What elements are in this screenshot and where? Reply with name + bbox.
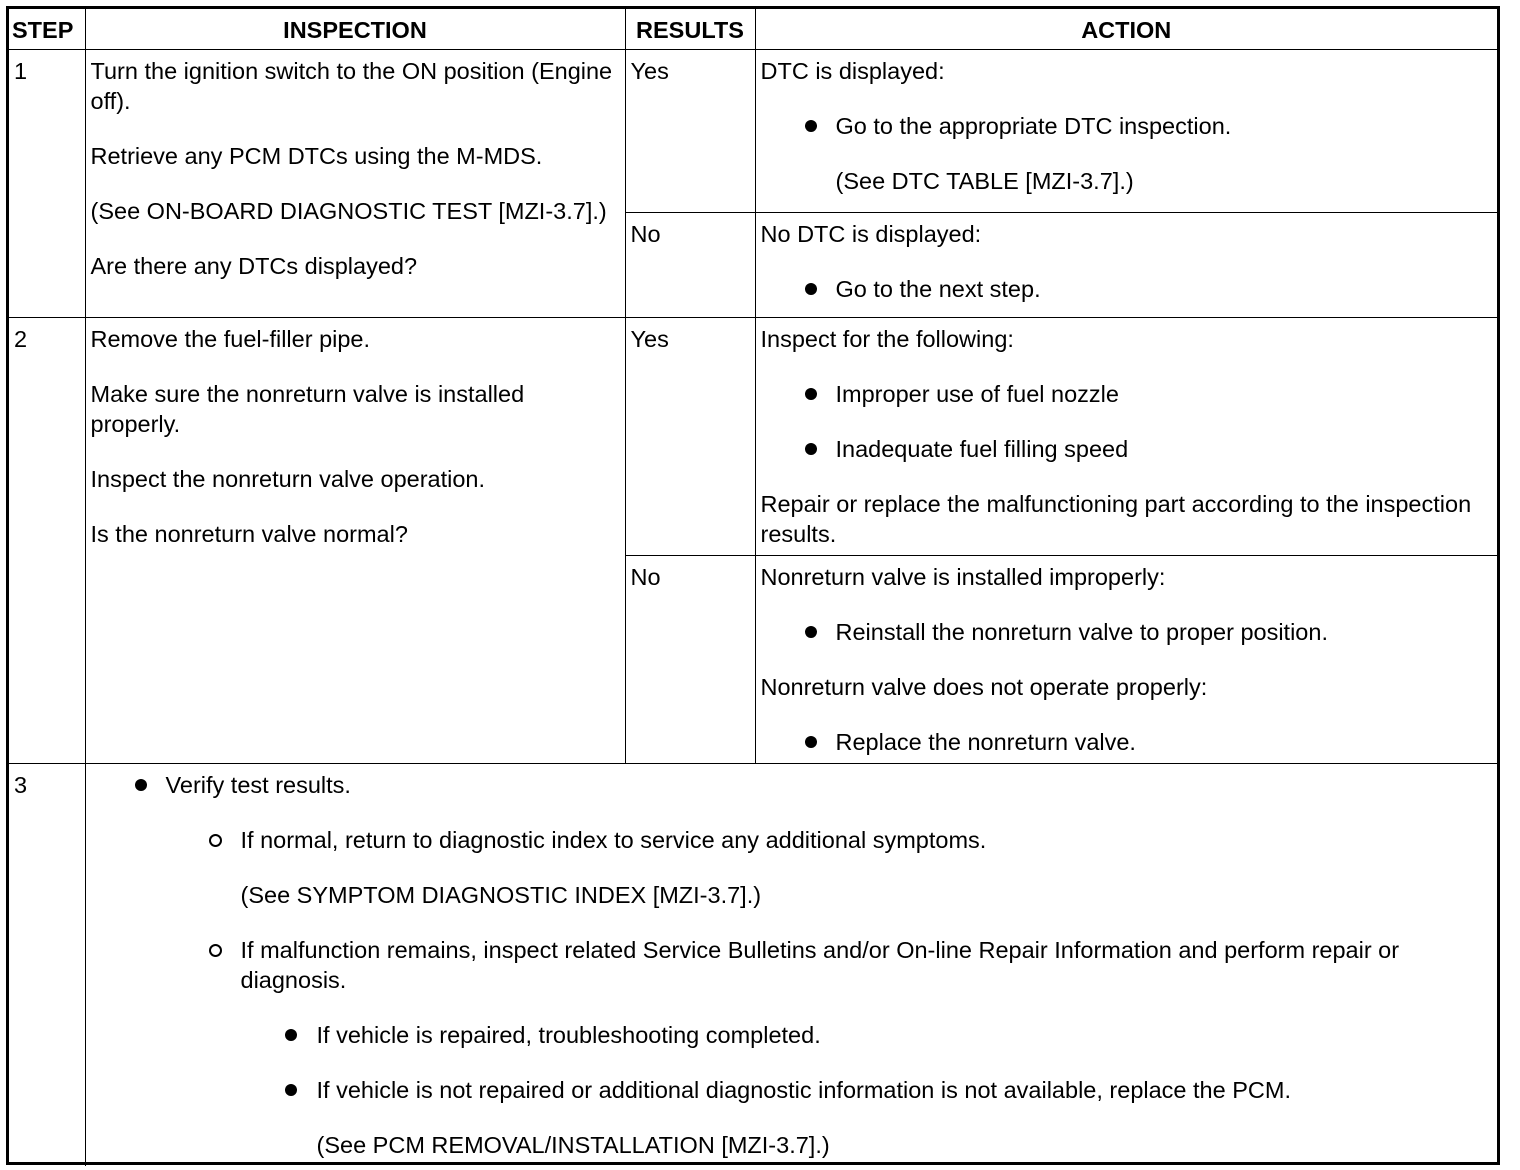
step3-number: 3	[9, 764, 85, 1167]
step1-result-yes: Yes	[625, 50, 755, 213]
step1-inspection-line: Retrieve any PCM DTCs using the M-MDS.	[90, 143, 543, 169]
step1-action-no	[755, 213, 1497, 318]
step1-result-no: No	[625, 213, 755, 318]
step2-result-no: No	[625, 556, 755, 764]
action-tail: Repair or replace the malfunctioning part according to the inspection results.	[760, 491, 1472, 547]
action-bullet: Go to the appropriate DTC inspection.	[761, 111, 1492, 141]
step2-action-no	[755, 556, 1497, 764]
header-results: RESULTS	[625, 9, 755, 50]
diagnostic-table	[9, 9, 1497, 1166]
step2-action-yes	[755, 318, 1497, 556]
header-action: ACTION	[755, 9, 1497, 50]
step1-number: 1	[9, 50, 85, 318]
action-bullet: Reinstall the nonreturn valve to proper position.	[761, 617, 1492, 647]
action-lead: Nonreturn valve does not operate properly:	[760, 674, 1208, 700]
step1-action-yes	[755, 50, 1497, 213]
step2-inspection	[85, 318, 625, 764]
step1-inspection	[85, 50, 625, 318]
step3-normal-reference: (See SYMPTOM DIAGNOSTIC INDEX [MZI-3.7].)	[240, 882, 762, 908]
step3-repaired-bullet: If vehicle is repaired, troubleshooting completed.	[91, 1020, 1492, 1050]
header-step: STEP	[9, 9, 85, 50]
step1-inspection-line: (See ON-BOARD DIAGNOSTIC TEST [MZI-3.7].)	[90, 198, 607, 224]
step3-not-repaired-bullet: If vehicle is not repaired or additional diagnostic information is not available, replace the PCM.	[91, 1075, 1492, 1105]
step1-yes-row	[9, 50, 1497, 213]
step2-yes-row	[9, 318, 1497, 556]
step2-inspection-line: Remove the fuel-filler pipe.	[90, 326, 371, 352]
step3-normal-item: If normal, return to diagnostic index to service any additional symptoms.	[91, 825, 1492, 855]
action-bullet: Inadequate fuel filling speed	[761, 434, 1492, 464]
step2-result-yes: Yes	[625, 318, 755, 556]
step1-inspection-line: Turn the ignition switch to the ON position (Engine off).	[90, 58, 613, 114]
step2-inspection-line: Inspect the nonreturn valve operation.	[90, 466, 486, 492]
header-inspection: INSPECTION	[85, 9, 625, 50]
action-bullet: Improper use of fuel nozzle	[761, 379, 1492, 409]
action-lead: Nonreturn valve is installed improperly:	[760, 564, 1166, 590]
header-row	[9, 9, 1497, 50]
step3-row	[9, 764, 1497, 1167]
step2-number: 2	[9, 318, 85, 764]
step3-pcm-reference: (See PCM REMOVAL/INSTALLATION [MZI-3.7].)	[316, 1132, 830, 1158]
step2-inspection-question: Is the nonreturn valve normal?	[90, 521, 408, 547]
action-lead: DTC is displayed:	[760, 58, 945, 84]
step2-inspection-line: Make sure the nonreturn valve is installed properly.	[90, 381, 525, 437]
step3-malfunction-item: If malfunction remains, inspect related Service Bulletins and/or On-line Repair Information and perform repair or diagnosis.	[91, 935, 1492, 995]
step1-inspection-question: Are there any DTCs displayed?	[90, 253, 418, 279]
diagnostic-table-frame	[6, 6, 1500, 1165]
action-bullet: Replace the nonreturn valve.	[761, 727, 1492, 757]
step3-content	[85, 764, 1497, 1167]
action-reference: (See DTC TABLE [MZI-3.7].)	[835, 168, 1134, 194]
step3-verify-bullet: Verify test results.	[91, 770, 1492, 800]
action-lead: No DTC is displayed:	[760, 221, 982, 247]
action-lead: Inspect for the following:	[760, 326, 1014, 352]
action-bullet: Go to the next step.	[761, 274, 1492, 304]
